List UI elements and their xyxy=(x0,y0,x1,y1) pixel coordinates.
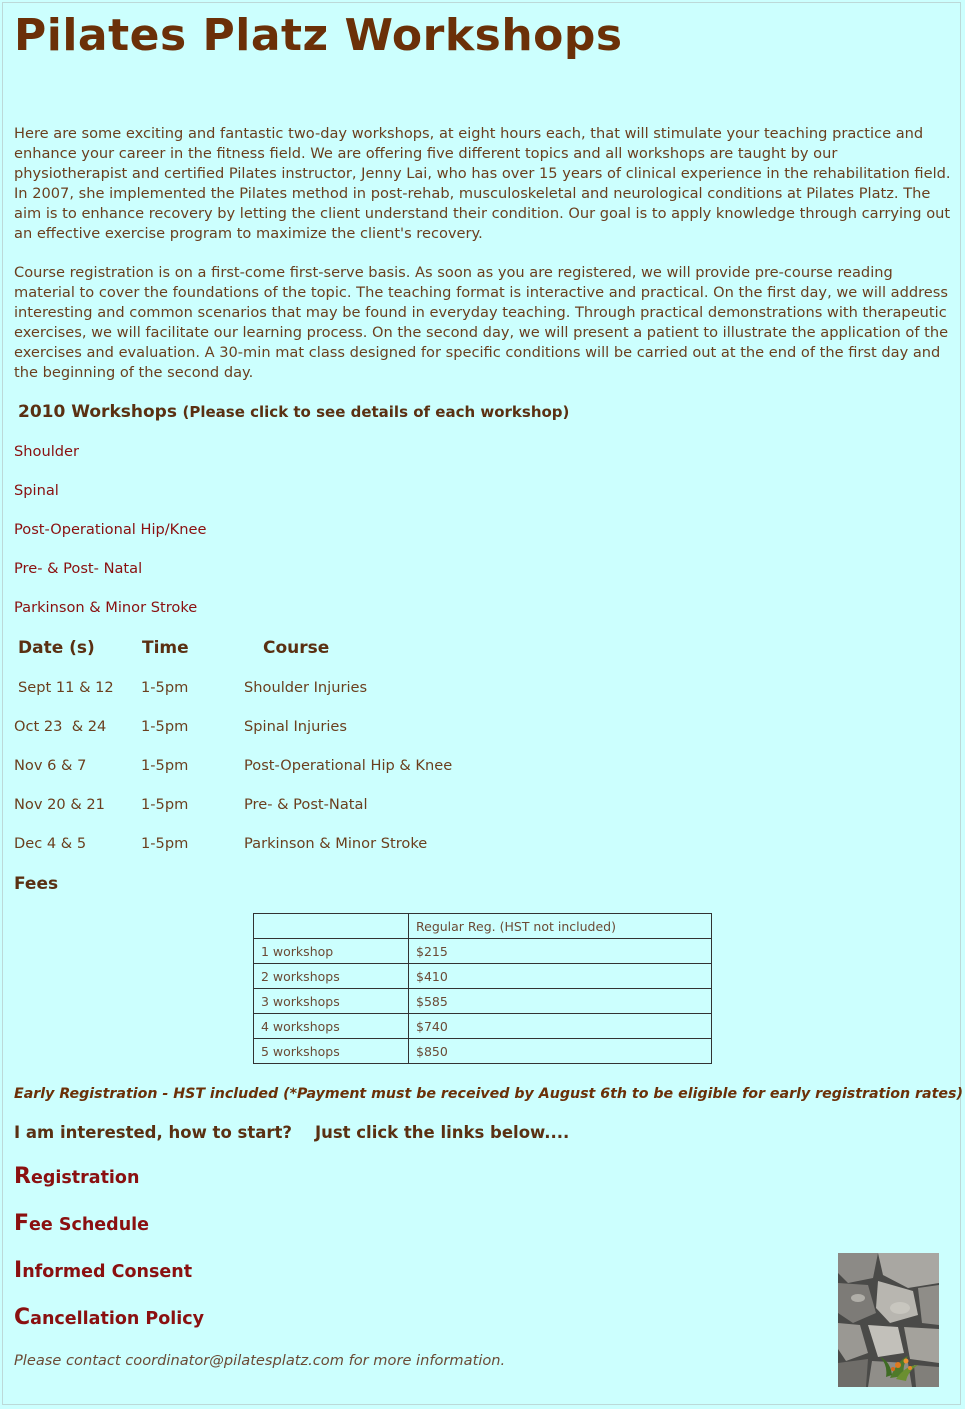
how-to-start-text: I am interested, how to start? Just click the links below.... xyxy=(14,1123,570,1142)
fee-row xyxy=(254,1039,712,1064)
link-initial: F xyxy=(14,1211,30,1236)
schedule-header-time: Time xyxy=(142,638,189,658)
link-initial: R xyxy=(14,1164,31,1189)
page-title: Pilates Platz Workshops xyxy=(14,10,623,61)
fee-label: 4 workshops xyxy=(254,1014,409,1039)
fee-label: 5 workshops xyxy=(254,1039,409,1064)
registration-link[interactable] xyxy=(14,1164,139,1189)
fee-label: 2 workshops xyxy=(254,964,409,989)
fee-table xyxy=(253,913,712,1064)
schedule-date: Nov 6 & 7 xyxy=(14,757,87,774)
schedule-course: Spinal Injuries xyxy=(244,718,347,735)
schedule-time: 1-5pm xyxy=(141,679,189,696)
schedule-date: Sept 11 & 12 xyxy=(18,679,114,696)
fee-price: $740 xyxy=(409,1014,712,1039)
intro-paragraph-1: Here are some exciting and fantastic two-day workshops, at eight hours each, that will stimulate your teaching practice and enhance your career in the fitness field. We are offering five different topics and all workshops are taught by our physiotherapist and certified Pilates instructor, Jenny Lai, who has over 15 years of clinical experience in the rehabilitation field. In 2007, she implemented the Pilates method in post-rehab, musculoskeletal and neurological conditions at Pilates Platz. The aim is to enhance recovery by letting the client understand their condition. Our goal is to apply knowledge through carrying out an effective exercise program to maximize the client's recovery. xyxy=(14,125,951,242)
link-initial: C xyxy=(14,1305,31,1330)
workshop-link-natal[interactable]: Pre- & Post- Natal xyxy=(14,560,143,577)
schedule-time: 1-5pm xyxy=(141,718,189,735)
workshops-heading-main: 2010 Workshops xyxy=(18,402,177,422)
fee-schedule-link[interactable] xyxy=(14,1211,149,1236)
workshop-link-spinal[interactable]: Spinal xyxy=(14,482,59,499)
fee-row xyxy=(254,1014,712,1039)
schedule-date: Oct 23 & 24 xyxy=(14,718,107,735)
link-rest: ee Schedule xyxy=(29,1215,150,1235)
fee-row xyxy=(254,964,712,989)
fee-table-header-row xyxy=(254,914,712,939)
early-registration-note: Early Registration - HST included (*Payment must be received by August 6th to be eligible for early registration rates) xyxy=(14,1086,963,1102)
fee-table-corner xyxy=(254,914,409,939)
workshop-link-parkinson[interactable]: Parkinson & Minor Stroke xyxy=(14,599,198,616)
contact-text: Please contact coordinator@pilatesplatz.com for more information. xyxy=(14,1352,506,1369)
schedule-course: Shoulder Injuries xyxy=(244,679,368,696)
rock-plant-photo xyxy=(838,1253,939,1387)
link-rest: nformed Consent xyxy=(22,1262,193,1282)
schedule-header-date: Date (s) xyxy=(18,638,95,658)
workshop-link-hip-knee[interactable]: Post-Operational Hip/Knee xyxy=(14,521,207,538)
fees-heading: Fees xyxy=(14,874,59,894)
link-initial: I xyxy=(14,1258,23,1283)
schedule-time: 1-5pm xyxy=(141,835,189,852)
fee-label: 1 workshop xyxy=(254,939,409,964)
schedule-course: Pre- & Post-Natal xyxy=(244,796,368,813)
schedule-date: Nov 20 & 21 xyxy=(14,796,105,813)
fee-price: $410 xyxy=(409,964,712,989)
fee-price: $585 xyxy=(409,989,712,1014)
schedule-course: Post-Operational Hip & Knee xyxy=(244,757,453,774)
link-rest: ancellation Policy xyxy=(30,1309,205,1329)
link-rest: egistration xyxy=(30,1168,140,1188)
intro-paragraph-2: Course registration is on a first-come first-serve basis. As soon as you are registered, we will provide pre-course reading material to cover the foundations of the topic. The teaching format is interactive and practical. On the first day, we will address interesting and common scenarios that may be found in everyday teaching. Through practical demonstrations with therapeutic exercises, we will facilitate our learning process. On the second day, we will present a patient to illustrate the application of the exercises and evaluation. A 30-min mat class designed for specific conditions will be carried out at the end of the first day and the beginning of the second day. xyxy=(14,264,949,381)
workshops-heading-note: (Please click to see details of each workshop) xyxy=(182,403,570,421)
schedule-course: Parkinson & Minor Stroke xyxy=(244,835,428,852)
fee-row xyxy=(254,989,712,1014)
schedule-time: 1-5pm xyxy=(141,757,189,774)
schedule-date: Dec 4 & 5 xyxy=(14,835,87,852)
fee-label: 3 workshops xyxy=(254,989,409,1014)
fee-column-header: Regular Reg. (HST not included) xyxy=(409,914,712,939)
workshops-heading xyxy=(18,402,569,422)
cancellation-policy-link[interactable] xyxy=(14,1305,204,1330)
fee-price: $215 xyxy=(409,939,712,964)
schedule-time: 1-5pm xyxy=(141,796,189,813)
schedule-header-course: Course xyxy=(263,638,330,658)
informed-consent-link[interactable] xyxy=(14,1258,192,1283)
fee-price: $850 xyxy=(409,1039,712,1064)
workshop-link-shoulder[interactable]: Shoulder xyxy=(14,443,79,460)
fee-row xyxy=(254,939,712,964)
